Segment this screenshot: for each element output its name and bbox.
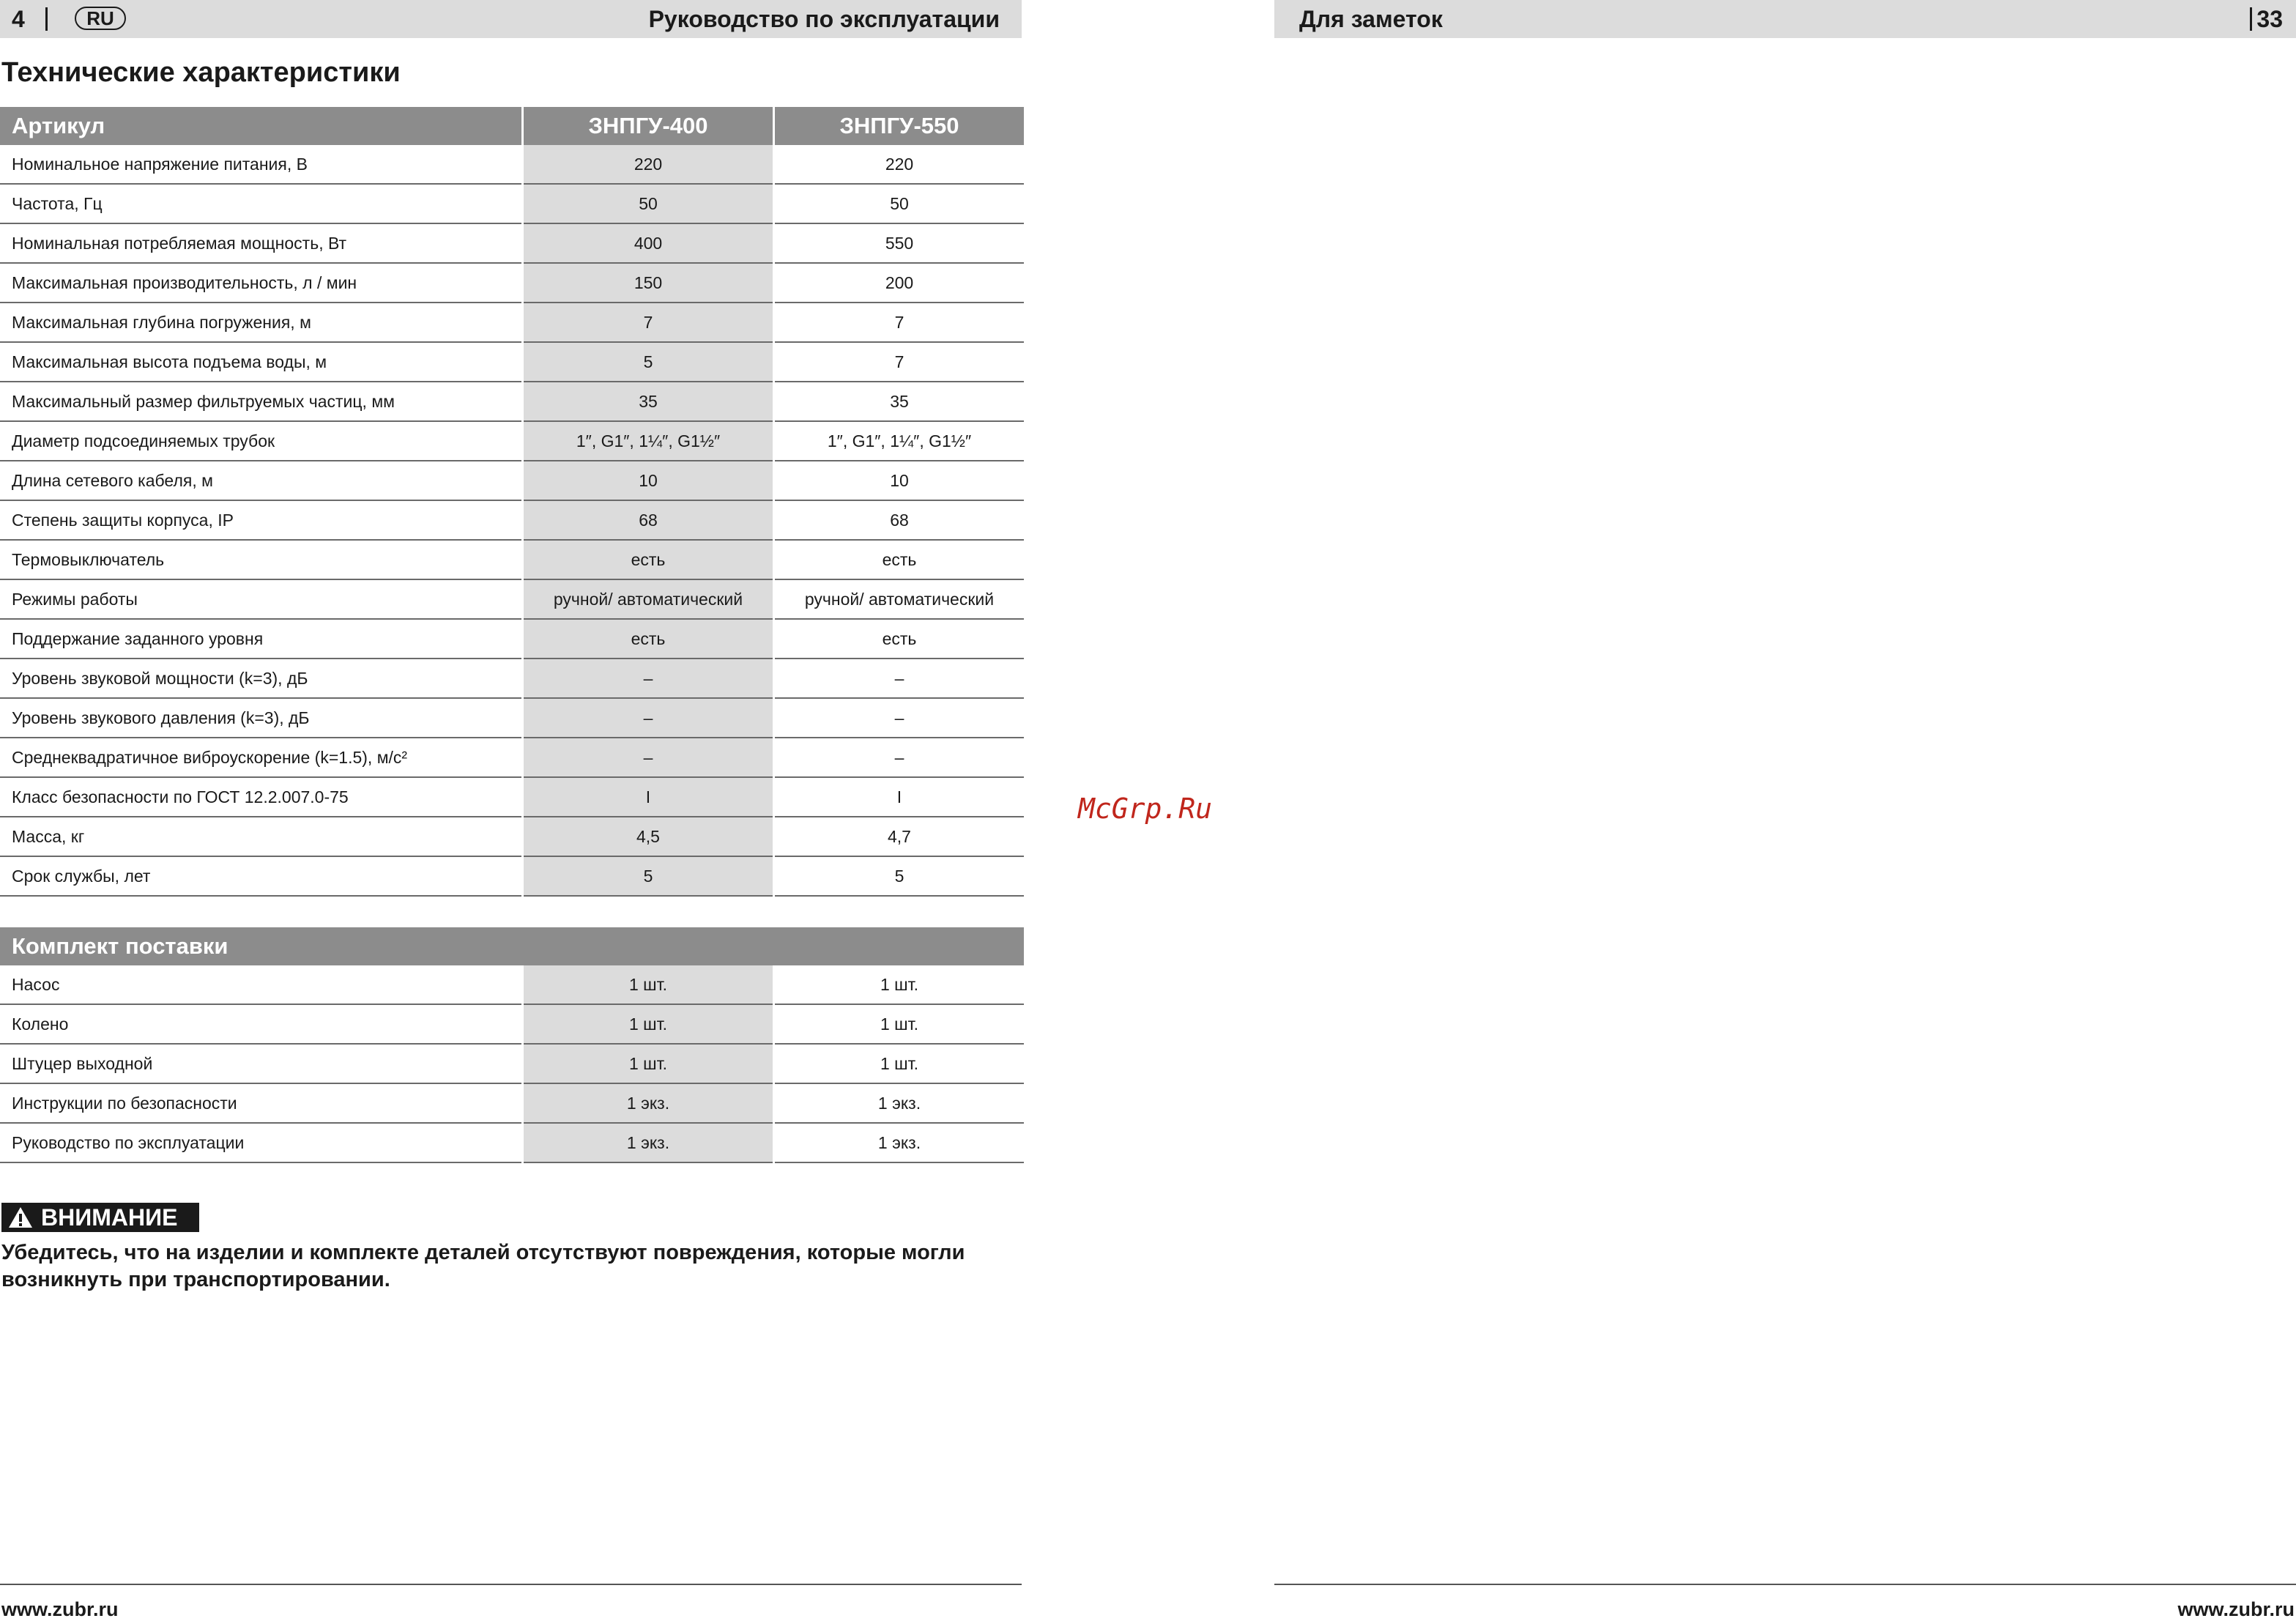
value-model-1: 10 — [523, 461, 774, 500]
row-label: Номинальное напряжение питания, В — [0, 145, 523, 184]
value-model-2: 1 шт. — [774, 965, 1025, 1004]
value-model-1: есть — [523, 540, 774, 579]
watermark: McGrp.Ru — [1078, 793, 1213, 825]
spec-row — [0, 500, 1024, 540]
value-model-1: 1 шт. — [523, 1044, 774, 1083]
kit-table — [0, 927, 1024, 1163]
row-label: Максимальный размер фильтруемых частиц, мм — [0, 382, 523, 421]
value-model-2: 1 экз. — [774, 1123, 1025, 1162]
kit-row — [0, 1083, 1024, 1123]
kit-row — [0, 1044, 1024, 1083]
value-model-1: 220 — [523, 145, 774, 184]
page-header — [1274, 0, 2296, 38]
row-label: Номинальная потребляемая мощность, Вт — [0, 223, 523, 263]
spec-table-header — [0, 107, 1024, 145]
page-header — [0, 0, 1022, 38]
value-model-1: 1 экз. — [523, 1083, 774, 1123]
value-model-2: – — [774, 659, 1025, 698]
value-model-2: – — [774, 738, 1025, 777]
warning-label: ВНИМАНИЕ — [41, 1204, 178, 1231]
spec-table-body — [0, 145, 1024, 896]
value-model-2: 1″, G1″, 1¼″, G1½″ — [774, 421, 1025, 461]
spec-row — [0, 738, 1024, 777]
header-cell-article: Артикул — [0, 107, 523, 145]
value-model-2: 7 — [774, 303, 1025, 342]
value-model-2: ручной/ автоматический — [774, 579, 1025, 619]
value-model-1: 50 — [523, 184, 774, 223]
header-divider — [2250, 7, 2252, 31]
value-model-2: 200 — [774, 263, 1025, 303]
row-label: Длина сетевого кабеля, м — [0, 461, 523, 500]
row-label: Максимальная глубина погружения, м — [0, 303, 523, 342]
spec-row — [0, 223, 1024, 263]
spec-row — [0, 461, 1024, 500]
row-label: Масса, кг — [0, 817, 523, 856]
row-label: Среднеквадратичное виброускорение (k=1.5), м/с² — [0, 738, 523, 777]
header-title: Руководство по эксплуатации — [648, 6, 1000, 32]
row-label: Срок службы, лет — [0, 856, 523, 896]
spec-row — [0, 659, 1024, 698]
value-model-1: – — [523, 738, 774, 777]
value-model-1: 4,5 — [523, 817, 774, 856]
spec-row — [0, 856, 1024, 896]
value-model-1: 400 — [523, 223, 774, 263]
value-model-2: I — [774, 777, 1025, 817]
row-label: Термовыключатель — [0, 540, 523, 579]
spec-row — [0, 342, 1024, 382]
value-model-1: – — [523, 659, 774, 698]
value-model-2: 1 шт. — [774, 1004, 1025, 1044]
warning-badge — [1, 1203, 199, 1232]
kit-row — [0, 1004, 1024, 1044]
row-label: Режимы работы — [0, 579, 523, 619]
value-model-2: 220 — [774, 145, 1025, 184]
kit-row — [0, 1123, 1024, 1162]
kit-header-cell: Комплект поставки — [0, 927, 1024, 965]
value-model-2: есть — [774, 540, 1025, 579]
spec-row — [0, 777, 1024, 817]
value-model-1: 68 — [523, 500, 774, 540]
value-model-2: 35 — [774, 382, 1025, 421]
value-model-1: 1″, G1″, 1¼″, G1½″ — [523, 421, 774, 461]
value-model-2: – — [774, 698, 1025, 738]
row-label: Класс безопасности по ГОСТ 12.2.007.0-75 — [0, 777, 523, 817]
row-label: Степень защиты корпуса, IP — [0, 500, 523, 540]
row-label: Поддержание заданного уровня — [0, 619, 523, 659]
spec-row — [0, 303, 1024, 342]
kit-row — [0, 965, 1024, 1004]
page-number: 33 — [2256, 6, 2283, 32]
value-model-1: 5 — [523, 342, 774, 382]
language-badge: RU — [75, 7, 126, 30]
row-label: Максимальная высота подъема воды, м — [0, 342, 523, 382]
section-title: Технические характеристики — [1, 57, 401, 88]
row-label: Насос — [0, 965, 523, 1004]
value-model-2: 5 — [774, 856, 1025, 896]
value-model-2: 68 — [774, 500, 1025, 540]
row-label: Максимальная производительность, л / мин — [0, 263, 523, 303]
header-cell-model-1: ЗНПГУ-400 — [523, 107, 774, 145]
header-cell-model-2: ЗНПГУ-550 — [774, 107, 1025, 145]
spec-row — [0, 579, 1024, 619]
warning-icon — [7, 1206, 34, 1229]
spec-row — [0, 698, 1024, 738]
value-model-2: 50 — [774, 184, 1025, 223]
kit-table-body — [0, 965, 1024, 1162]
spec-row — [0, 382, 1024, 421]
spec-row — [0, 540, 1024, 579]
spec-row — [0, 421, 1024, 461]
spec-row — [0, 263, 1024, 303]
row-label: Руководство по эксплуатации — [0, 1123, 523, 1162]
value-model-2: 550 — [774, 223, 1025, 263]
value-model-1: 5 — [523, 856, 774, 896]
footer-divider — [0, 1584, 1022, 1585]
row-label: Инструкции по безопасности — [0, 1083, 523, 1123]
spec-row — [0, 184, 1024, 223]
kit-table-header — [0, 927, 1024, 965]
value-model-2: есть — [774, 619, 1025, 659]
footer-divider — [1274, 1584, 2296, 1585]
value-model-1: – — [523, 698, 774, 738]
value-model-1: 7 — [523, 303, 774, 342]
row-label: Уровень звуковой мощности (k=3), дБ — [0, 659, 523, 698]
value-model-2: 4,7 — [774, 817, 1025, 856]
spec-row — [0, 619, 1024, 659]
value-model-2: 1 шт. — [774, 1044, 1025, 1083]
spec-row — [0, 817, 1024, 856]
left-page — [0, 0, 1025, 1618]
spec-row — [0, 145, 1024, 184]
value-model-2: 7 — [774, 342, 1025, 382]
page-number: 4 — [12, 6, 25, 32]
value-model-1: ручной/ автоматический — [523, 579, 774, 619]
header-divider — [45, 7, 48, 31]
value-model-1: 1 экз. — [523, 1123, 774, 1162]
row-label: Частота, Гц — [0, 184, 523, 223]
value-model-2: 1 экз. — [774, 1083, 1025, 1123]
value-model-1: I — [523, 777, 774, 817]
warning-text: Убедитесь, что на изделии и комплекте деталей отсутствуют повреждения, которые могли возникнуть при транспортировании. — [1, 1241, 965, 1291]
value-model-1: 1 шт. — [523, 1004, 774, 1044]
footer-url[interactable]: www.zubr.ru — [1, 1598, 119, 1620]
value-model-1: 35 — [523, 382, 774, 421]
row-label: Уровень звукового давления (k=3), дБ — [0, 698, 523, 738]
value-model-1: 150 — [523, 263, 774, 303]
value-model-1: 1 шт. — [523, 965, 774, 1004]
spec-table — [0, 107, 1024, 897]
value-model-2: 10 — [774, 461, 1025, 500]
row-label: Колено — [0, 1004, 523, 1044]
footer-url[interactable]: www.zubr.ru — [2177, 1598, 2295, 1620]
right-page — [1274, 0, 2296, 1618]
value-model-1: есть — [523, 619, 774, 659]
row-label: Штуцер выходной — [0, 1044, 523, 1083]
row-label: Диаметр подсоединяемых трубок — [0, 421, 523, 461]
header-title: Для заметок — [1299, 6, 1443, 32]
